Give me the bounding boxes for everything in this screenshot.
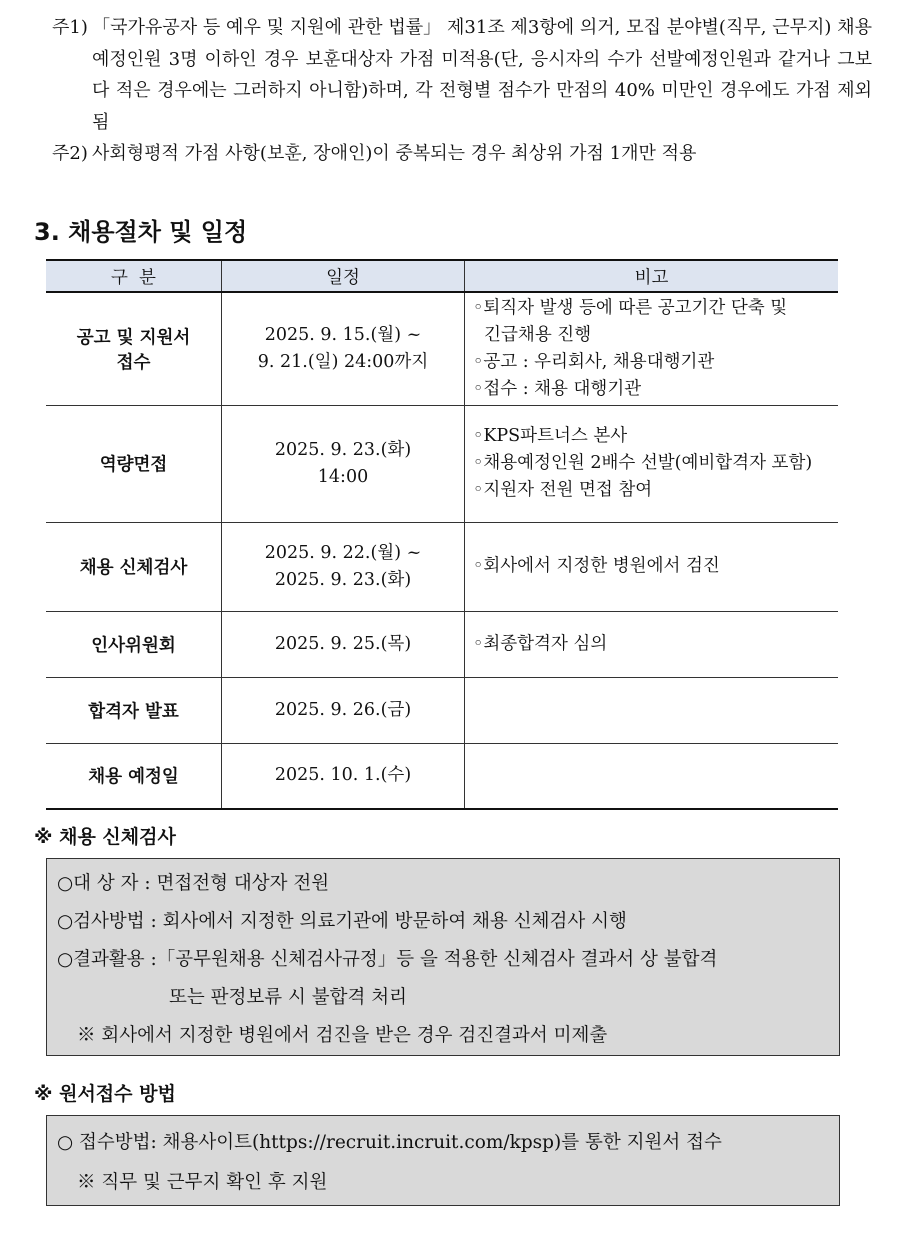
note-label: 주2)	[52, 143, 88, 164]
table-row	[46, 611, 838, 677]
note-cell: ◦KPS파트너스 본사 ◦채용예정인원 2배수 선발(예비합격자 포함) ◦지원자 전원 면접 참여	[465, 405, 839, 522]
table-row	[46, 522, 838, 611]
section-title: 3. 채용절차 및 일정	[34, 218, 248, 246]
application-method: ○ 접수방법: 채용사이트(https://recruit.incruit.com/kpsp)를 통한 지원서 접수	[57, 1132, 722, 1153]
medical-box	[46, 858, 840, 1056]
category-cell: 채용 예정일	[46, 743, 222, 809]
schedule-cell: 2025. 9. 22.(월) ~ 2025. 9. 23.(화)	[222, 522, 465, 611]
medical-usage-cont: 또는 판정보류 시 불합격 처리	[169, 987, 407, 1008]
medical-remark: ※ 회사에서 지정한 병원에서 검진을 받은 경우 검진결과서 미제출	[77, 1025, 608, 1046]
table-row	[46, 292, 838, 405]
note-cell	[465, 677, 839, 743]
header-category: 구 분	[46, 260, 222, 292]
schedule-cell: 2025. 10. 1.(수)	[222, 743, 465, 809]
schedule-cell: 2025. 9. 26.(금)	[222, 677, 465, 743]
application-remark: ※ 직무 및 근무지 확인 후 지원	[77, 1172, 328, 1193]
note-cell: ◦최종합격자 심의	[465, 611, 839, 677]
category-cell: 합격자 발표	[46, 677, 222, 743]
schedule-cell: 2025. 9. 25.(목)	[222, 611, 465, 677]
note-cell: ◦회사에서 지정한 병원에서 검진	[465, 522, 839, 611]
category-cell: 인사위원회	[46, 611, 222, 677]
notes	[52, 12, 872, 170]
table-row	[46, 405, 838, 522]
note-label: 주1)	[52, 17, 88, 38]
header-schedule: 일정	[222, 260, 465, 292]
medical-usage: ○결과활용 :「공무원채용 신체검사규정」등 을 적용한 신체검사 결과서 상 불합격	[57, 949, 718, 970]
table-row	[46, 677, 838, 743]
schedule-cell: 2025. 9. 23.(화) 14:00	[222, 405, 465, 522]
application-box	[46, 1115, 840, 1206]
note-1	[52, 12, 872, 138]
note-cell: ◦퇴직자 발생 등에 따른 공고기간 단축 및 긴급채용 진행 ◦공고 : 우리회사, 채용대행기관 ◦접수 : 채용 대행기관	[465, 292, 839, 405]
medical-target: ○대 상 자 : 면접전형 대상자 전원	[57, 873, 330, 894]
application-heading: ※ 원서접수 방법	[34, 1083, 176, 1105]
medical-method: ○검사방법 : 회사에서 지정한 의료기관에 방문하여 채용 신체검사 시행	[57, 911, 627, 932]
schedule-table	[46, 259, 838, 810]
note-text: 「국가유공자 등 예우 및 지원에 관한 법률」 제31조 제3항에 의거, 모집 분야별(직무, 근무지) 채용예정인원 3명 이하인 경우 보훈대상자 가점 미적용(단, 응시자의 수가 선발예정인원과 같거나 그보다 적은 경우에는 그러하지 아니함)하며, 각 전형별 점수가 만점의 40% 미만인 경우에도 가점 제외됨	[92, 17, 872, 133]
header-note: 비고	[465, 260, 839, 292]
note-text: 사회형평적 가점 사항(보훈, 장애인)이 중복되는 경우 최상위 가점 1개만 적용	[92, 143, 697, 164]
note-cell	[465, 743, 839, 809]
category-cell: 채용 신체검사	[46, 522, 222, 611]
category-cell: 역량면접	[46, 405, 222, 522]
medical-heading: ※ 채용 신체검사	[34, 826, 176, 848]
category-cell: 공고 및 지원서 접수	[46, 292, 222, 405]
schedule-cell: 2025. 9. 15.(월) ~ 9. 21.(일) 24:00까지	[222, 292, 465, 405]
table-row	[46, 743, 838, 809]
note-2	[52, 138, 872, 170]
table-header-row	[46, 260, 838, 292]
